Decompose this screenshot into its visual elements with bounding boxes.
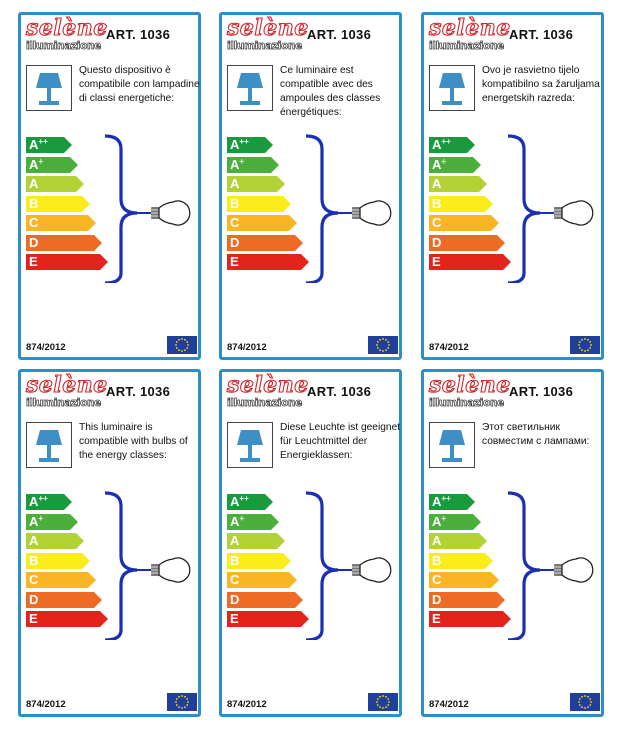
lamp-icon bbox=[26, 422, 72, 468]
energy-class-letter: A bbox=[432, 137, 442, 152]
energy-class-5 bbox=[429, 592, 505, 608]
compatibility-text: Ovo je rasvietno tijelo kompatibilno sa žaruljama energetskih razreda: bbox=[482, 65, 600, 104]
energy-class-2 bbox=[26, 176, 84, 192]
energy-class-6 bbox=[429, 254, 511, 270]
energy-label-fr bbox=[219, 12, 402, 360]
energy-class-letter: A bbox=[230, 494, 240, 509]
energy-class-letter: A bbox=[230, 533, 240, 548]
energy-class-6 bbox=[26, 254, 108, 270]
energy-class-letter: B bbox=[29, 552, 39, 568]
energy-class-letter: E bbox=[29, 611, 38, 626]
brand-subtitle: illuminazione bbox=[227, 40, 302, 52]
energy-class-letter: B bbox=[432, 195, 442, 211]
energy-class-0 bbox=[429, 494, 475, 510]
energy-class-6 bbox=[429, 611, 511, 627]
energy-class-1 bbox=[26, 514, 78, 530]
energy-class-5 bbox=[26, 592, 102, 608]
energy-label-hr bbox=[421, 12, 604, 360]
energy-class-1 bbox=[429, 157, 481, 173]
energy-class-0 bbox=[429, 137, 475, 153]
brand-name: selène bbox=[26, 372, 108, 398]
energy-class-3 bbox=[227, 553, 291, 569]
energy-class-letter: A bbox=[432, 533, 442, 548]
energy-class-0 bbox=[227, 137, 273, 153]
energy-class-3 bbox=[429, 196, 493, 212]
energy-class-letter: A bbox=[29, 156, 39, 172]
energy-class-0 bbox=[26, 494, 72, 510]
light-bulb-icon bbox=[302, 133, 392, 283]
light-bulb-icon bbox=[101, 133, 191, 283]
energy-class-letter: D bbox=[230, 591, 240, 607]
energy-class-3 bbox=[227, 196, 291, 212]
brand-logo bbox=[429, 372, 511, 411]
brand-name: selène bbox=[227, 15, 309, 41]
energy-class-sup: ++ bbox=[441, 137, 451, 146]
article-number: ART. 1036 bbox=[106, 27, 171, 42]
energy-class-4 bbox=[429, 215, 499, 231]
energy-class-scale bbox=[429, 494, 514, 634]
eu-flag-icon bbox=[368, 693, 398, 711]
energy-class-5 bbox=[227, 592, 303, 608]
brand-name: selène bbox=[26, 15, 108, 41]
energy-class-letter: A bbox=[29, 137, 39, 152]
eu-flag-icon bbox=[167, 693, 197, 711]
energy-class-sup: + bbox=[38, 513, 44, 523]
lamp-icon bbox=[227, 422, 273, 468]
brand-subtitle: illuminazione bbox=[26, 397, 101, 409]
energy-class-2 bbox=[26, 533, 84, 549]
energy-class-sup: + bbox=[239, 156, 245, 166]
lamp-icon bbox=[429, 422, 475, 468]
energy-class-sup: + bbox=[441, 156, 447, 166]
energy-class-3 bbox=[26, 196, 90, 212]
energy-class-letter: C bbox=[432, 215, 442, 230]
brand-subtitle: illuminazione bbox=[429, 40, 504, 52]
energy-class-letter: B bbox=[29, 195, 39, 211]
energy-class-sup: ++ bbox=[38, 494, 48, 503]
energy-class-letter: E bbox=[432, 611, 441, 626]
energy-class-3 bbox=[429, 553, 493, 569]
brand-logo bbox=[26, 372, 108, 411]
brand-subtitle: illuminazione bbox=[227, 397, 302, 409]
regulation-number: 874/2012 bbox=[227, 342, 267, 353]
energy-class-1 bbox=[227, 514, 279, 530]
energy-class-6 bbox=[26, 611, 108, 627]
brand-name: selène bbox=[429, 372, 511, 398]
energy-class-letter: A bbox=[29, 176, 39, 191]
energy-class-sup: ++ bbox=[441, 494, 451, 503]
energy-class-5 bbox=[429, 235, 505, 251]
brand-name: selène bbox=[429, 15, 511, 41]
energy-class-letter: C bbox=[432, 572, 442, 587]
energy-class-letter: A bbox=[29, 513, 39, 529]
energy-class-letter: D bbox=[432, 234, 442, 250]
energy-class-2 bbox=[429, 176, 487, 192]
energy-class-5 bbox=[227, 235, 303, 251]
brand-name: selène bbox=[227, 372, 309, 398]
energy-class-sup: ++ bbox=[239, 137, 249, 146]
energy-class-5 bbox=[26, 235, 102, 251]
energy-class-6 bbox=[227, 254, 309, 270]
compatibility-text: This luminaire is compatible with bulbs of the energy classes: bbox=[79, 422, 188, 461]
lamp-icon bbox=[26, 65, 72, 111]
energy-class-letter: D bbox=[29, 234, 39, 250]
energy-class-2 bbox=[227, 533, 285, 549]
energy-class-letter: E bbox=[29, 254, 38, 269]
energy-class-6 bbox=[227, 611, 309, 627]
energy-class-letter: A bbox=[230, 156, 240, 172]
eu-flag-icon bbox=[167, 336, 197, 354]
compatibility-text: Questo dispositivo è compatibile con lampadine di classi energetiche: bbox=[79, 65, 200, 104]
energy-class-letter: C bbox=[230, 572, 240, 587]
energy-class-1 bbox=[227, 157, 279, 173]
energy-class-sup: ++ bbox=[239, 494, 249, 503]
energy-class-letter: A bbox=[29, 533, 39, 548]
energy-class-letter: A bbox=[432, 176, 442, 191]
energy-class-letter: A bbox=[432, 494, 442, 509]
lamp-icon bbox=[429, 65, 475, 111]
energy-class-4 bbox=[26, 215, 96, 231]
article-number: ART. 1036 bbox=[509, 384, 574, 399]
energy-class-sup: + bbox=[239, 513, 245, 523]
brand-logo bbox=[227, 372, 309, 411]
compatibility-text: Этот светильник совместим с лампами: bbox=[482, 422, 590, 447]
energy-class-scale bbox=[227, 494, 312, 634]
energy-class-0 bbox=[227, 494, 273, 510]
energy-class-letter: B bbox=[230, 552, 240, 568]
article-number: ART. 1036 bbox=[106, 384, 171, 399]
energy-class-scale bbox=[26, 494, 111, 634]
energy-label-ru bbox=[421, 369, 604, 717]
compatibility-text: Diese Leuchte ist geeignet für Leuchtmittel der Energieklassen: bbox=[280, 422, 401, 461]
light-bulb-icon bbox=[302, 490, 392, 640]
energy-class-4 bbox=[26, 572, 96, 588]
energy-class-scale bbox=[227, 137, 312, 277]
energy-class-0 bbox=[26, 137, 72, 153]
brand-logo bbox=[227, 15, 309, 54]
eu-flag-icon bbox=[570, 336, 600, 354]
energy-class-letter: B bbox=[230, 195, 240, 211]
light-bulb-icon bbox=[504, 490, 594, 640]
energy-class-sup: + bbox=[38, 156, 44, 166]
energy-class-letter: A bbox=[432, 156, 442, 172]
lamp-icon bbox=[227, 65, 273, 111]
energy-class-2 bbox=[429, 533, 487, 549]
eu-flag-icon bbox=[570, 693, 600, 711]
regulation-number: 874/2012 bbox=[227, 699, 267, 710]
energy-class-letter: E bbox=[230, 611, 239, 626]
article-number: ART. 1036 bbox=[307, 27, 372, 42]
energy-class-1 bbox=[429, 514, 481, 530]
energy-class-letter: C bbox=[29, 215, 39, 230]
energy-class-letter: B bbox=[432, 552, 442, 568]
energy-class-1 bbox=[26, 157, 78, 173]
energy-class-letter: D bbox=[432, 591, 442, 607]
energy-class-letter: A bbox=[230, 176, 240, 191]
brand-subtitle: illuminazione bbox=[26, 40, 101, 52]
energy-class-2 bbox=[227, 176, 285, 192]
energy-class-4 bbox=[227, 215, 297, 231]
energy-class-letter: C bbox=[29, 572, 39, 587]
energy-label-en bbox=[18, 369, 201, 717]
energy-class-4 bbox=[227, 572, 297, 588]
article-number: ART. 1036 bbox=[307, 384, 372, 399]
energy-class-letter: E bbox=[230, 254, 239, 269]
light-bulb-icon bbox=[101, 490, 191, 640]
energy-class-letter: A bbox=[230, 513, 240, 529]
compatibility-text: Ce luminaire est compatible avec des ampoules des classes énergétiques: bbox=[280, 65, 381, 118]
regulation-number: 874/2012 bbox=[26, 699, 66, 710]
energy-class-letter: A bbox=[432, 513, 442, 529]
light-bulb-icon bbox=[504, 133, 594, 283]
energy-class-sup: + bbox=[441, 513, 447, 523]
energy-class-sup: ++ bbox=[38, 137, 48, 146]
brand-logo bbox=[429, 15, 511, 54]
energy-class-scale bbox=[26, 137, 111, 277]
energy-class-letter: A bbox=[29, 494, 39, 509]
energy-class-letter: D bbox=[29, 591, 39, 607]
energy-label-it bbox=[18, 12, 201, 360]
energy-class-3 bbox=[26, 553, 90, 569]
energy-class-letter: A bbox=[230, 137, 240, 152]
article-number: ART. 1036 bbox=[509, 27, 574, 42]
regulation-number: 874/2012 bbox=[429, 699, 469, 710]
brand-logo bbox=[26, 15, 108, 54]
regulation-number: 874/2012 bbox=[26, 342, 66, 353]
energy-class-scale bbox=[429, 137, 514, 277]
energy-class-letter: E bbox=[432, 254, 441, 269]
energy-class-4 bbox=[429, 572, 499, 588]
energy-label-de bbox=[219, 369, 402, 717]
eu-flag-icon bbox=[368, 336, 398, 354]
brand-subtitle: illuminazione bbox=[429, 397, 504, 409]
regulation-number: 874/2012 bbox=[429, 342, 469, 353]
energy-class-letter: D bbox=[230, 234, 240, 250]
energy-class-letter: C bbox=[230, 215, 240, 230]
